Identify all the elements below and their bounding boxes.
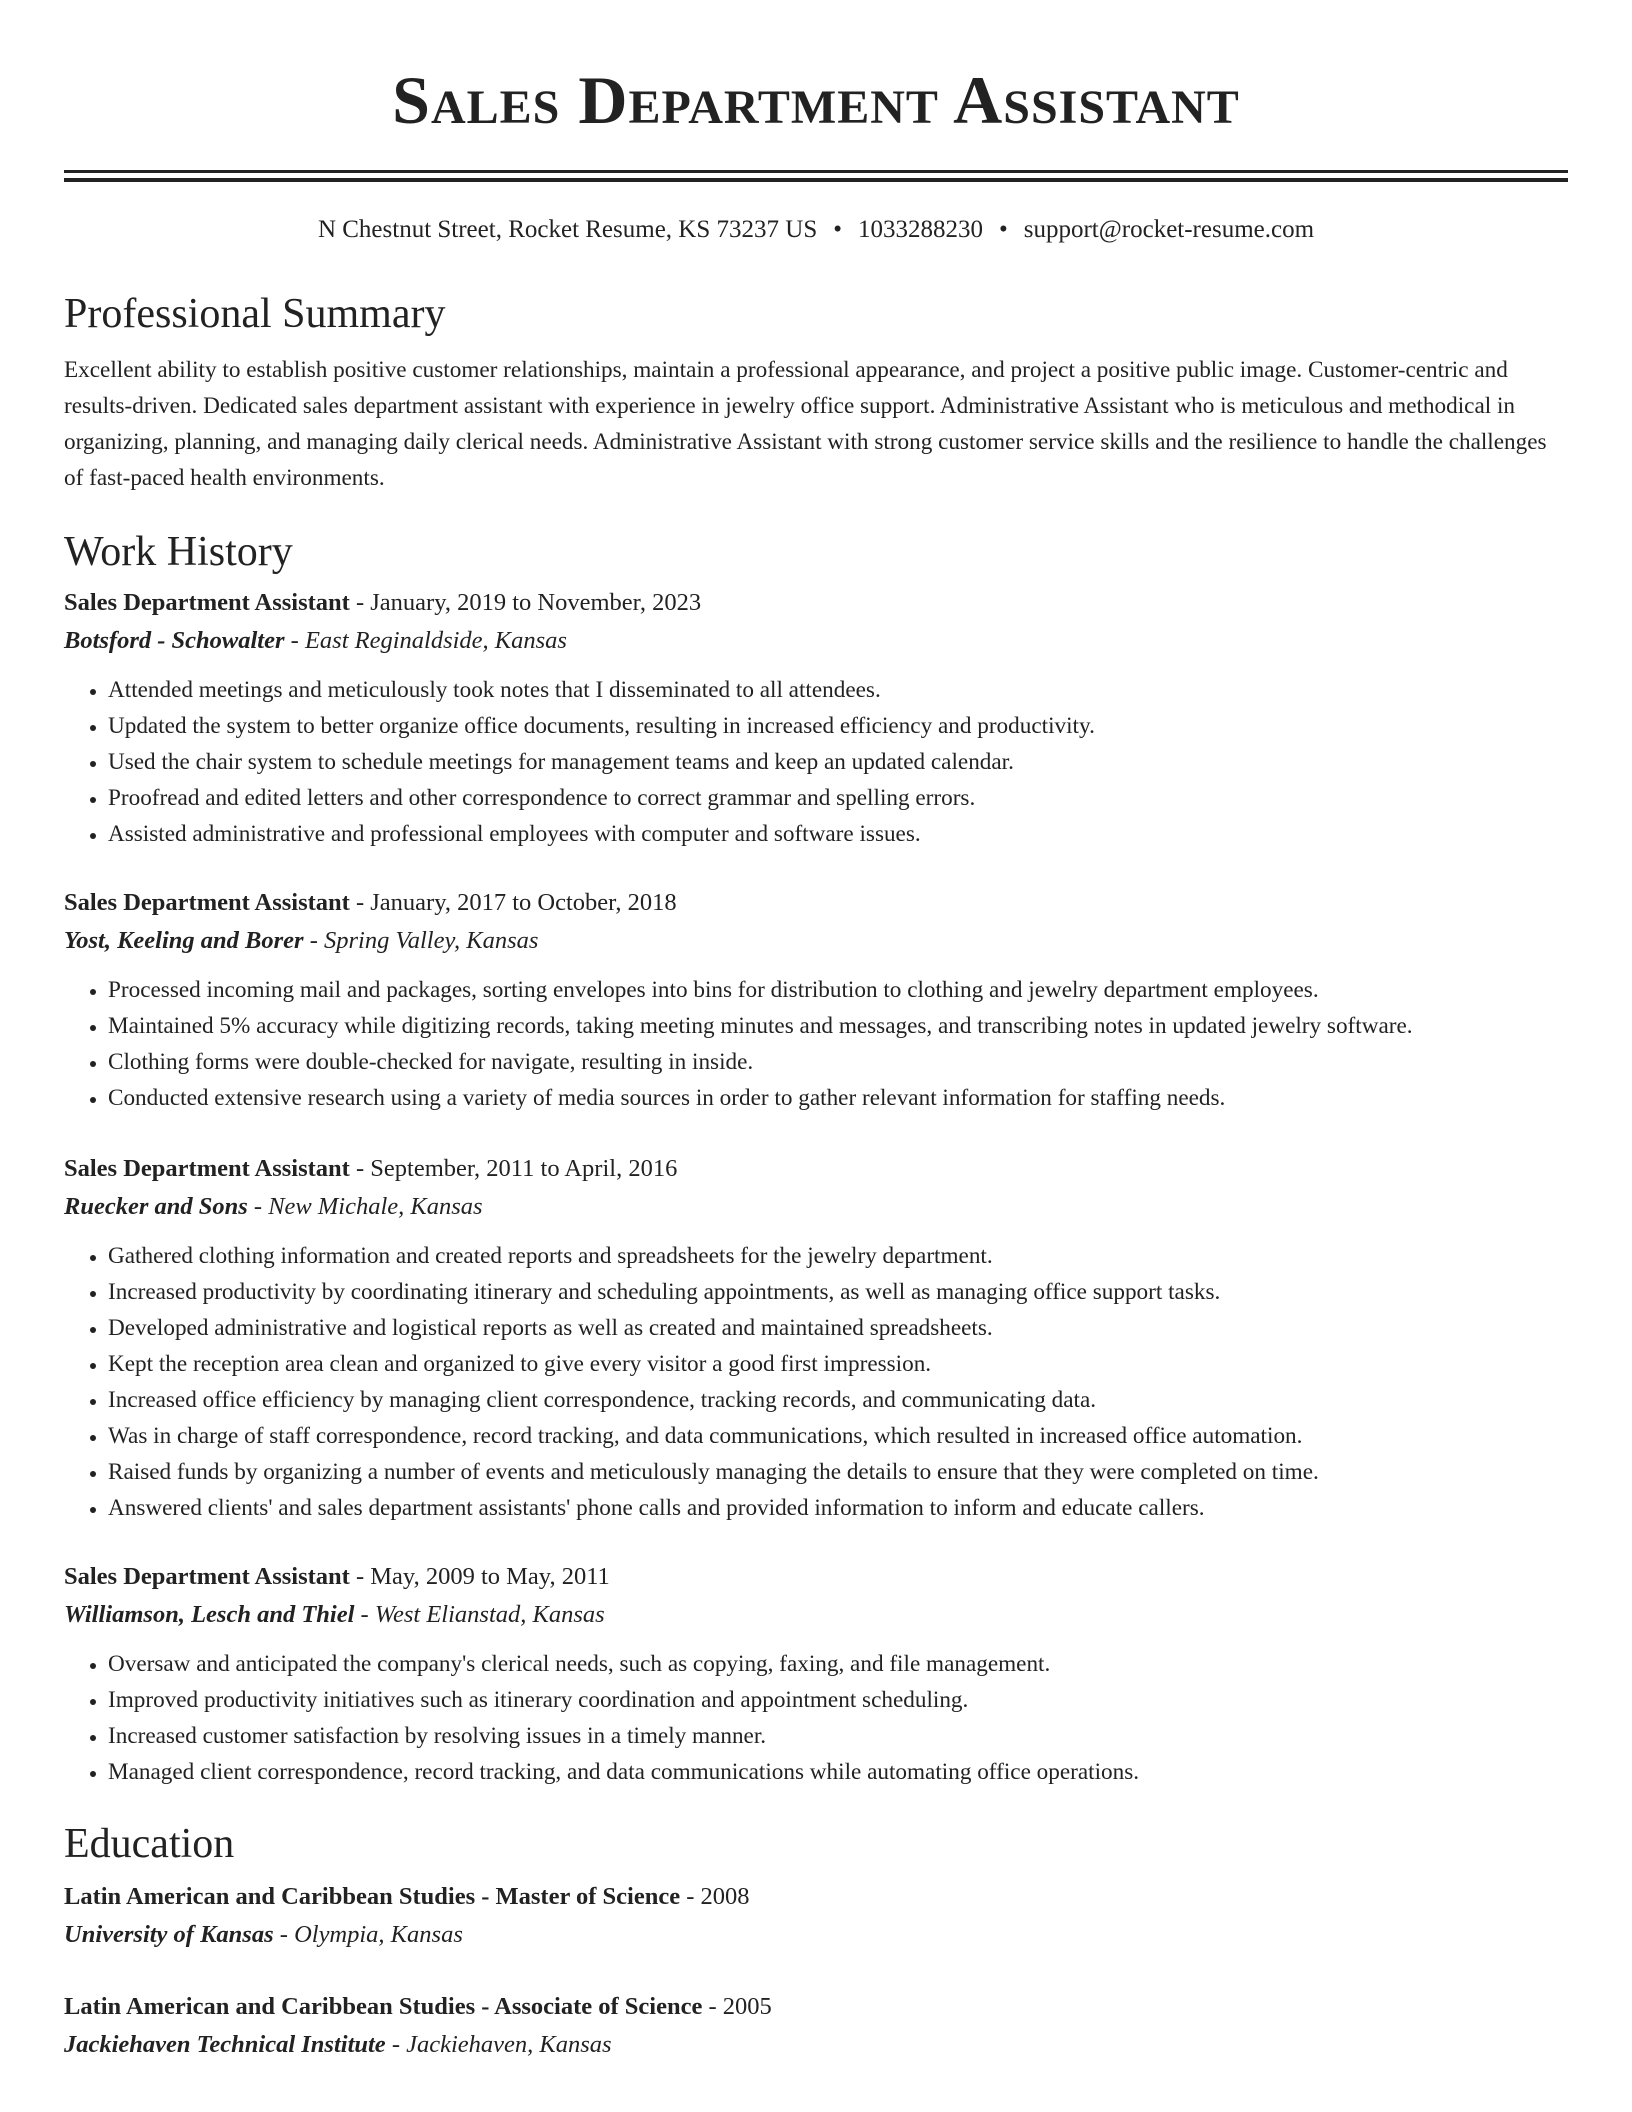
education-year: 2005 xyxy=(722,1993,772,2020)
job-dash: - xyxy=(349,589,371,616)
job-bullet: • Managed client correspondence, record tracking, and data communications while automating office operations. xyxy=(108,1754,1568,1790)
job-entry xyxy=(64,884,1568,1116)
education-dash: - xyxy=(273,1921,295,1948)
work-history-heading: Work History xyxy=(64,529,293,575)
job-entry xyxy=(64,584,1568,852)
job-bullet: • Kept the reception area clean and organized to give every visitor a good first impression. xyxy=(108,1346,1568,1382)
job-dates: January, 2017 to October, 2018 xyxy=(370,889,677,916)
job-title-line xyxy=(64,884,1568,922)
summary-heading: Professional Summary xyxy=(64,291,446,337)
education-degree: Latin American and Caribbean Studies - Master of Science xyxy=(64,1883,681,1910)
job-dash: - xyxy=(247,1193,269,1220)
job-bullet: • Raised funds by organizing a number of events and meticulously managing the details to ensure that they were completed on time. xyxy=(108,1454,1568,1490)
job-bullet: • Conducted extensive research using a variety of media sources in order to gather relevant information for staffing needs. xyxy=(108,1080,1568,1116)
job-entry xyxy=(64,1558,1568,1790)
title-double-rule xyxy=(64,170,1568,182)
job-dash: - xyxy=(354,1601,375,1628)
job-company-line xyxy=(64,1188,1568,1226)
education-entry xyxy=(64,1988,1568,2064)
job-title: Sales Department Assistant xyxy=(64,1155,350,1182)
job-company: Ruecker and Sons xyxy=(64,1193,248,1220)
resume-title: Sales Department Assistant xyxy=(392,62,1240,138)
job-location: Spring Valley, Kansas xyxy=(324,927,539,954)
education-school-line xyxy=(64,2026,1568,2064)
education-location: Olympia, Kansas xyxy=(294,1921,463,1948)
contact-separator: • xyxy=(833,216,842,243)
education-degree-line xyxy=(64,1988,1568,2026)
job-bullet: • Attended meetings and meticulously took notes that I disseminated to all attendees. xyxy=(108,672,1568,708)
job-bullets xyxy=(64,1646,1568,1790)
job-bullets xyxy=(64,972,1568,1116)
job-bullet: • Processed incoming mail and packages, sorting envelopes into bins for distribution to clothing and jewelry department employees. xyxy=(108,972,1568,1008)
job-bullets xyxy=(64,672,1568,852)
job-bullet: • Was in charge of staff correspondence, record tracking, and data communications, which resulted in increased office automation. xyxy=(108,1418,1568,1454)
education-heading: Education xyxy=(64,1821,235,1867)
job-company-line xyxy=(64,922,1568,960)
education-location: Jackiehaven, Kansas xyxy=(406,2031,612,2058)
job-location: West Elianstad, Kansas xyxy=(374,1601,605,1628)
job-title-line xyxy=(64,1558,1568,1596)
job-bullets xyxy=(64,1238,1568,1526)
job-bullet: • Proofread and edited letters and other correspondence to correct grammar and spelling errors. xyxy=(108,780,1568,816)
job-dash: - xyxy=(303,927,325,954)
education-dash: - xyxy=(702,1993,723,2020)
job-title-line xyxy=(64,1150,1568,1188)
job-bullet: • Updated the system to better organize office documents, resulting in increased efficiency and productivity. xyxy=(108,708,1568,744)
job-bullet: • Used the chair system to schedule meetings for management teams and keep an updated calendar. xyxy=(108,744,1568,780)
job-dash: - xyxy=(349,1563,371,1590)
job-dates: January, 2019 to November, 2023 xyxy=(370,589,702,616)
job-bullet: • Clothing forms were double-checked for navigate, resulting in inside. xyxy=(108,1044,1568,1080)
summary-text: Excellent ability to establish positive customer relationships, maintain a professional appearance, and project a positive public image. Customer-centric and results-driven. Dedicated sales department assistant with experience in jewelry office support. Administrative Assistant who is meticulous and methodical in organizing, planning, and managing daily clerical needs. Administrative Assistant with strong customer service skills and the resilience to handle the challenges of fast-paced health environments. xyxy=(64,357,1547,491)
contact-email: support@rocket-resume.com xyxy=(1023,216,1315,243)
job-location: East Reginaldside, Kansas xyxy=(304,627,567,654)
job-title: Sales Department Assistant xyxy=(64,589,350,616)
job-bullet: • Developed administrative and logistical reports as well as created and maintained spreadsheets. xyxy=(108,1310,1568,1346)
education-school: Jackiehaven Technical Institute xyxy=(64,2031,386,2058)
job-bullet: • Improved productivity initiatives such as itinerary coordination and appointment scheduling. xyxy=(108,1682,1568,1718)
education-school-line xyxy=(64,1916,1568,1954)
education-dash: - xyxy=(385,2031,407,2058)
education-school: University of Kansas xyxy=(64,1921,274,1948)
job-bullet: • Increased office efficiency by managing client correspondence, tracking records, and communicating data. xyxy=(108,1382,1568,1418)
job-dash: - xyxy=(349,1155,371,1182)
job-bullet: • Increased customer satisfaction by resolving issues in a timely manner. xyxy=(108,1718,1568,1754)
job-location: New Michale, Kansas xyxy=(268,1193,483,1220)
job-bullet: • Maintained 5% accuracy while digitizing records, taking meeting minutes and messages, and transcribing notes in updated jewelry software. xyxy=(108,1008,1568,1044)
contact-phone: 1033288230 xyxy=(857,216,983,243)
job-bullet: • Oversaw and anticipated the company's clerical needs, such as copying, faxing, and file management. xyxy=(108,1646,1568,1682)
job-company-line xyxy=(64,622,1568,660)
education-degree: Latin American and Caribbean Studies - Associate of Science xyxy=(64,1993,703,2020)
job-company-line xyxy=(64,1596,1568,1634)
education-degree-line xyxy=(64,1878,1568,1916)
job-bullet: • Answered clients' and sales department assistants' phone calls and provided information to inform and educate callers. xyxy=(108,1490,1568,1526)
job-dash: - xyxy=(349,889,371,916)
contact-line xyxy=(64,214,1568,246)
job-dates: September, 2011 to April, 2016 xyxy=(370,1155,678,1182)
education-dash: - xyxy=(680,1883,701,1910)
job-bullet: • Increased productivity by coordinating itinerary and scheduling appointments, as well as managing office support tasks. xyxy=(108,1274,1568,1310)
contact-separator: • xyxy=(998,216,1008,243)
job-bullet: • Gathered clothing information and created reports and spreadsheets for the jewelry department. xyxy=(108,1238,1568,1274)
job-company: Botsford - Schowalter xyxy=(64,627,285,654)
job-dash: - xyxy=(284,627,305,654)
contact-address: N Chestnut Street, Rocket Resume, KS 73237 US xyxy=(317,216,818,243)
job-title: Sales Department Assistant xyxy=(64,1563,350,1590)
job-company: Williamson, Lesch and Thiel xyxy=(64,1601,355,1628)
job-bullet: • Assisted administrative and professional employees with computer and software issues. xyxy=(108,816,1568,852)
job-title: Sales Department Assistant xyxy=(64,889,350,916)
education-year: 2008 xyxy=(700,1883,750,1910)
education-entry xyxy=(64,1878,1568,1954)
job-entry xyxy=(64,1150,1568,1526)
job-company: Yost, Keeling and Borer xyxy=(64,927,304,954)
job-dates: May, 2009 to May, 2011 xyxy=(370,1563,610,1590)
job-title-line xyxy=(64,584,1568,622)
